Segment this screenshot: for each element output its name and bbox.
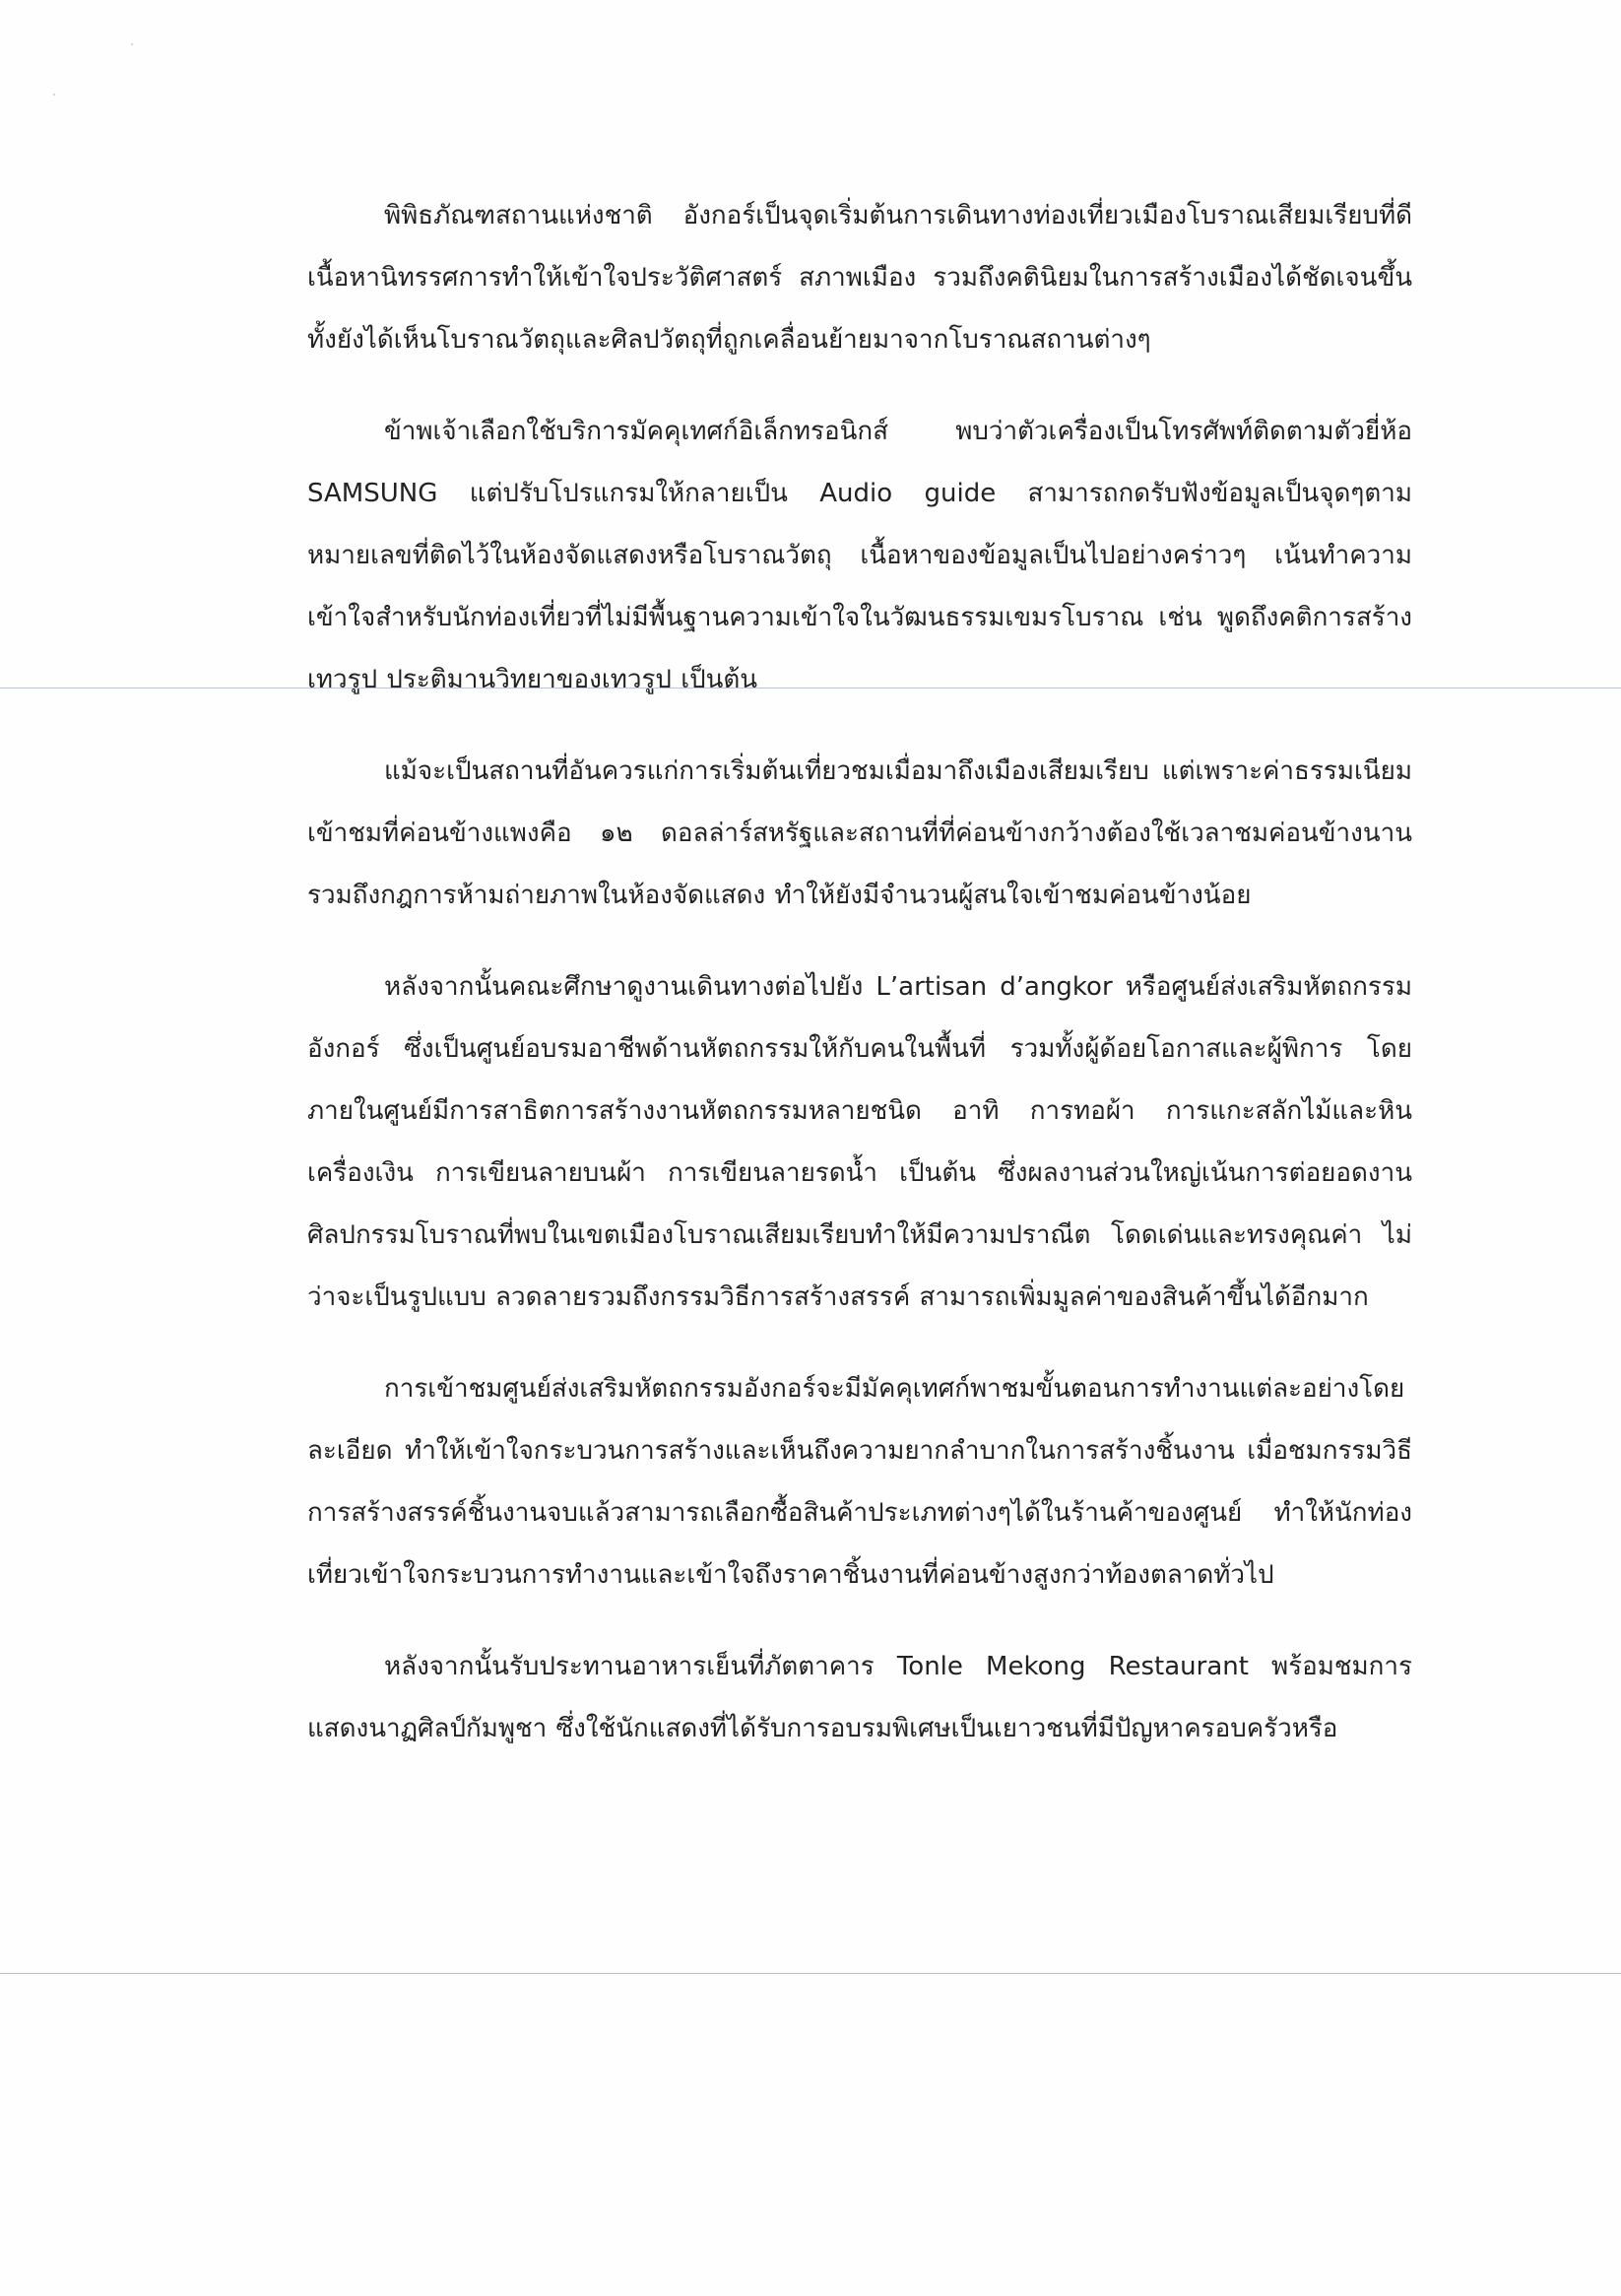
paragraph-artisan-center: หลังจากนั้นคณะศึกษาดูงานเดินทางต่อไปยัง L’artisan d’angkor หรือศูนย์ส่งเสริมหัตถกรรมอังกอร์ ซึ่งเป็นศูนย์อบรมอาชีพด้านหัตถกรรมให้กับคนในพื้นที่ รวมทั้งผู้ด้อยโอกาสและผู้พิการ โดยภายในศูนย์มีการสาธิตการสร้างงานหัตถกรรมหลายชนิด อาทิ การทอผ้า การแกะสลักไม้และหิน เครื่องเงิน การเขียนลายบนผ้า การเขียนลายรดน้ำ เป็นต้น ซึ่งผลงานส่วนใหญ่เน้นการต่อยอดงานศิลปกรรมโบราณที่พบในเขตเมืองโบราณเสียมเรียบทำให้มีความปราณีต โดดเด่นและทรงคุณค่า ไม่ว่าจะเป็นรูปแบบ ลวดลายรวมถึงกรรมวิธีการสร้างสรรค์ สามารถเพิ่มมูลค่าของสินค้าขึ้นได้อีกมาก [307,972,1412,1312]
scan-speck [53,94,55,96]
paragraph-admission-fee: แม้จะเป็นสถานที่อันควรแก่การเริ่มต้นเที่ยวชมเมื่อมาถึงเมืองเสียมเรียบ แต่เพราะค่าธรรมเนียมเข้าชมที่ค่อนข้างแพงคือ ๑๒ ดอลล่าร์สหรัฐและสถานที่ที่ค่อนข้างกว้างต้องใช้เวลาชมค่อนข้างนาน รวมถึงกฎการห้ามถ่ายภาพในห้องจัดแสดง ทำให้ยังมีจำนวนผู้สนใจเข้าชมค่อนข้างน้อย [307,756,1412,910]
scan-speck [131,43,133,45]
paragraph-dinner-show: หลังจากนั้นรับประทานอาหารเย็นที่ภัตตาคาร Tonle Mekong Restaurant พร้อมชมการแสดงนาฏศิลป์กัมพูชา ซึ่งใช้นักแสดงที่ได้รับการอบรมพิเศษเป็นเยาวชนที่มีปัญหาครอบครัวหรือ [307,1652,1412,1743]
paragraph-museum-intro: พิพิธภัณฑสถานแห่งชาติ อังกอร์เป็นจุดเริ่มต้นการเดินทางท่องเที่ยวเมืองโบราณเสียมเรียบที่ดี เนื้อหานิทรรศการทำให้เข้าใจประวัติศาสตร์ สภาพเมือง รวมถึงคตินิยมในการสร้างเมืองได้ชัดเจนขึ้น ทั้งยังได้เห็นโบราณวัตถุและศิลปวัตถุที่ถูกเคลื่อนย้ายมาจากโบราณสถานต่างๆ [307,201,1412,355]
paragraph-guided-tour: การเข้าชมศูนย์ส่งเสริมหัตถกรรมอังกอร์จะมีมัคคุเทศก์พาชมขั้นตอนการทำงานแต่ละอย่างโดยละเอียด ทำให้เข้าใจกระบวนการสร้างและเห็นถึงความยากลำบากในการสร้างชิ้นงาน เมื่อชมกรรมวิธีการสร้างสรรค์ชิ้นงานจบแล้วสามารถเลือกซื้อสินค้าประเภทต่างๆได้ในร้านค้าของศูนย์ ทำให้นักท่องเที่ยวเข้าใจกระบวนการทำงานและเข้าใจถึงราคาชิ้นงานที่ค่อนข้างสูงกว่าท้องตลาดทั่วไป [307,1374,1412,1590]
scan-artifact-line [0,1973,1621,1974]
paragraph-audio-guide: ข้าพเจ้าเลือกใช้บริการมัคคุเทศก์อิเล็กทรอนิกส์ พบว่าตัวเครื่องเป็นโทรศัพท์ติดตามตัวยี่ห้อ SAMSUNG แต่ปรับโปรแกรมให้กลายเป็น Audio guide สามารถกดรับฟังข้อมูลเป็นจุดๆตามหมายเลขที่ติดไว้ในห้องจัดแสดงหรือโบราณวัตถุ เนื้อหาของข้อมูลเป็นไปอย่างคร่าวๆ เน้นทำความเข้าใจสำหรับนักท่องเที่ยวที่ไม่มีพื้นฐานความเข้าใจในวัฒนธรรมเขมรโบราณ เช่น พูดถึงคติการสร้างเทวรูป ประติมานวิทยาของเทวรูป เป็นต้น [307,417,1412,694]
document-body [307,185,1412,1790]
